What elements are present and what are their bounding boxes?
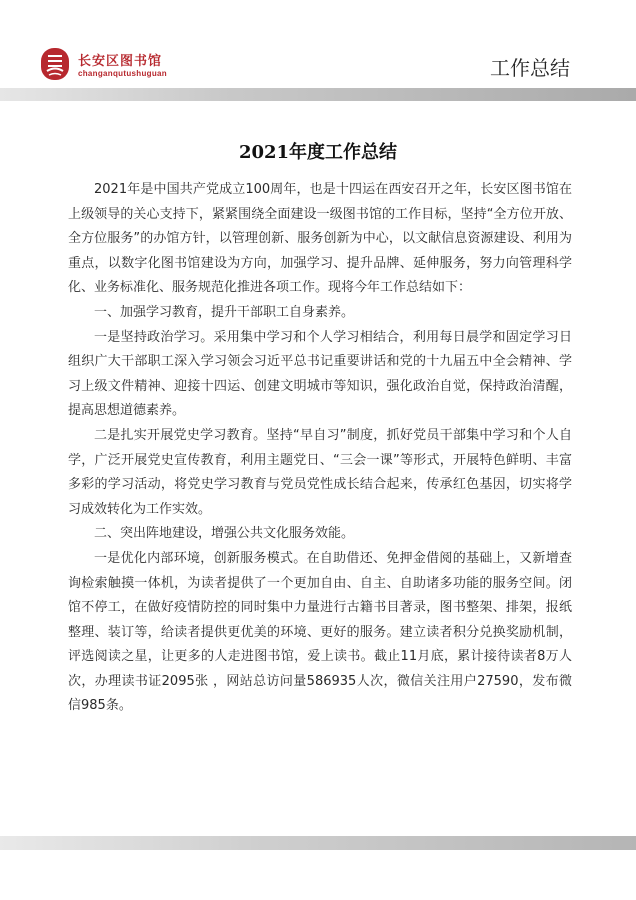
section-heading-2: 二、突出阵地建设，增强公共文化服务效能。: [94, 526, 355, 542]
brand-name: 长安区图书馆: [78, 54, 163, 69]
intro-paragraph: 2021年是中国共产党成立100周年，也是十四运在西安召开之年，长安区图书馆在上级领导的关心支持下，紧紧围绕全面建设一级图书馆的工作目标，坚持“全方位开放、全方位服务”的办馆方针，以管理创新、服务创新为中心，以文献信息资源建设、利用为重点，以数字化图书馆建设为方向，加强学习、提升品牌、延伸服务，努力向管理科学化、业务标准化、服务规范化推进各项工作。现将今年工作总结如下：: [68, 182, 572, 296]
body-paragraph: 二是扎实开展党史学习教育。坚持“早自习”制度，抓好党员干部集中学习和个人自学，广泛开展党史宣传教育，利用主题党日、“三会一课”等形式，开展特色鲜明、丰富多彩的学习活动，将党史学习教育与党员党性成长结合起来，传承红色基因，切实将学习成效转化为工作实效。: [68, 427, 572, 517]
seal-logo-icon: [40, 47, 70, 81]
document-title: 2021年度工作总结: [238, 142, 398, 163]
header-divider-band: [0, 88, 636, 101]
footer-divider-band: [0, 836, 636, 850]
body-paragraph: 一是优化内部环境，创新服务模式。在自助借还、免押金借阅的基础上，又新增查询检索触摸一体机，为读者提供了一个更加自由、自主、自助诸多功能的服务空间。闭馆不停工，在做好疫情防控的同时集中力量进行古籍书目著录，图书整架、排架，报纸整理、装订等，给读者提供更优美的环境、更好的服务。建立读者积分兑换奖励机制，评选阅读之星，让更多的人走进图书馆，爱上读书。截止11月底，累计接待读者8万人次，办理读书证2095张 ，网站总访问量586935人次，微信关注用户27590，发布微信985条。: [68, 550, 572, 714]
brand-block: [78, 54, 188, 79]
section-title: 工作总结: [490, 56, 570, 80]
body-paragraph: 一是坚持政治学习。采用集中学习和个人学习相结合，利用每日晨学和固定学习日组织广大干部职工深入学习领会习近平总书记重要讲话和党的十九届五中全会精神、学习上级文件精神、迎接十四运、创建文明城市等知识，强化政治自觉，保持政治清醒，提高思想道德素养。: [68, 329, 572, 419]
page-header: [0, 0, 636, 100]
brand-pinyin: changanqutushuguan: [78, 69, 167, 78]
section-heading-1: 一、加强学习教育，提升干部职工自身素养。: [94, 304, 355, 320]
document-body: [68, 178, 572, 719]
